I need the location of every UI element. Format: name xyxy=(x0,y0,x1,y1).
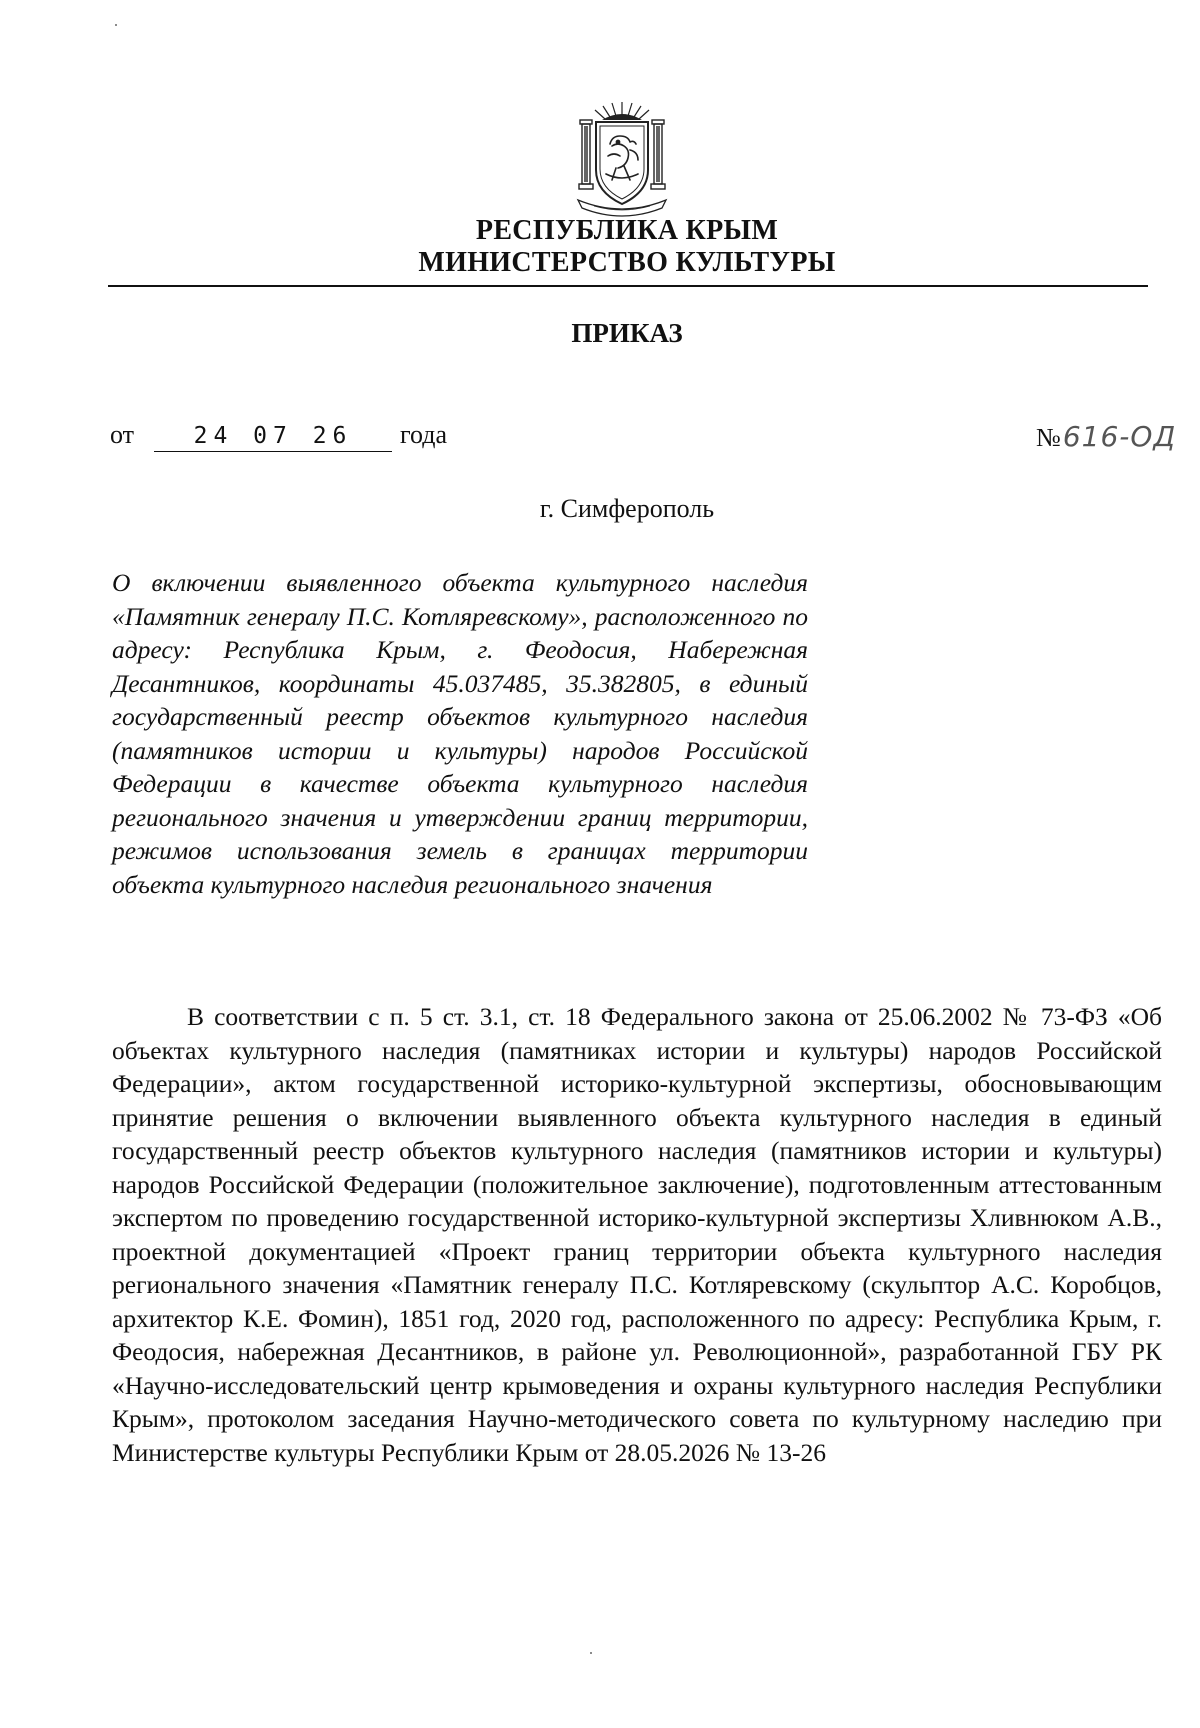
document-type: ПРИКАЗ xyxy=(571,318,683,348)
ministry-title: МИНИСТЕРСТВО КУЛЬТУРЫ xyxy=(418,247,836,278)
scan-speck xyxy=(590,1652,592,1654)
number-prefix: № xyxy=(1036,423,1061,452)
order-body-paragraph: В соответствии с п. 5 ст. 3.1, ст. 18 Федерального закона от 25.06.2002 № 73-ФЗ «Об объектах культурного наследия (памятниках истории и культуры) народов Российской Федерации», актом государственной историко-культурной экспертизы, обосновывающим принятие решения о включении выявленного объекта культурного наследия в единый государственный реестр объектов культурного наследия (памятников истории и культуры) народов Российской Федерации (положительное заключение), подготовленным аттестованным экспертом по проведению государственной историко-культурной экспертизы Хливнюком А.В., проектной документацией «Проект границ территории объекта культурного наследия регионального значения «Памятник генералу П.С. Котляревскому (скульптор А.С. Коробцов, архитектор К.Е. Фомин), 1851 год, 2020 год, расположенного по адресу: Республика Крым, г. Феодосия, набережная Десантников, в районе ул. Революционной», разработанной ГБУ РК «Научно-исследовательский центр крымоведения и охраны культурного наследия Республики Крым», протоколом заседания Научно-методического совета по культурному наследию при Министерстве культуры Республики Крым от 28.05.2026 № 13-26 xyxy=(112,1002,1162,1467)
number-value: 616-ОД xyxy=(1062,420,1177,453)
date-suffix: года xyxy=(400,420,448,449)
order-subject: О включении выявленного объекта культурного наследия «Памятник генералу П.С. Котляревскому», расположенного по адресу: Республика Крым, г. Феодосия, Набережная Десантников, координаты 45.037485, 35.382805, в единый государственный реестр объектов культурного наследия (памятников истории и культуры) народов Российской Федерации в качестве объекта культурного наследия регионального значения и утверждении границ территории, режимов использования земель в границах территории объекта культурного наследия регионального значения xyxy=(112,568,808,899)
scan-speck xyxy=(115,24,117,26)
header-divider xyxy=(108,285,1148,287)
crimea-coat-of-arms-icon xyxy=(572,100,672,218)
date-line xyxy=(110,420,447,452)
date-value: 24 07 26 xyxy=(154,423,392,452)
order-number xyxy=(1036,420,1176,453)
city-line: г. Симферополь xyxy=(539,494,715,523)
organization-title: РЕСПУБЛИКА КРЫМ xyxy=(475,215,779,246)
date-prefix: от xyxy=(110,420,135,449)
